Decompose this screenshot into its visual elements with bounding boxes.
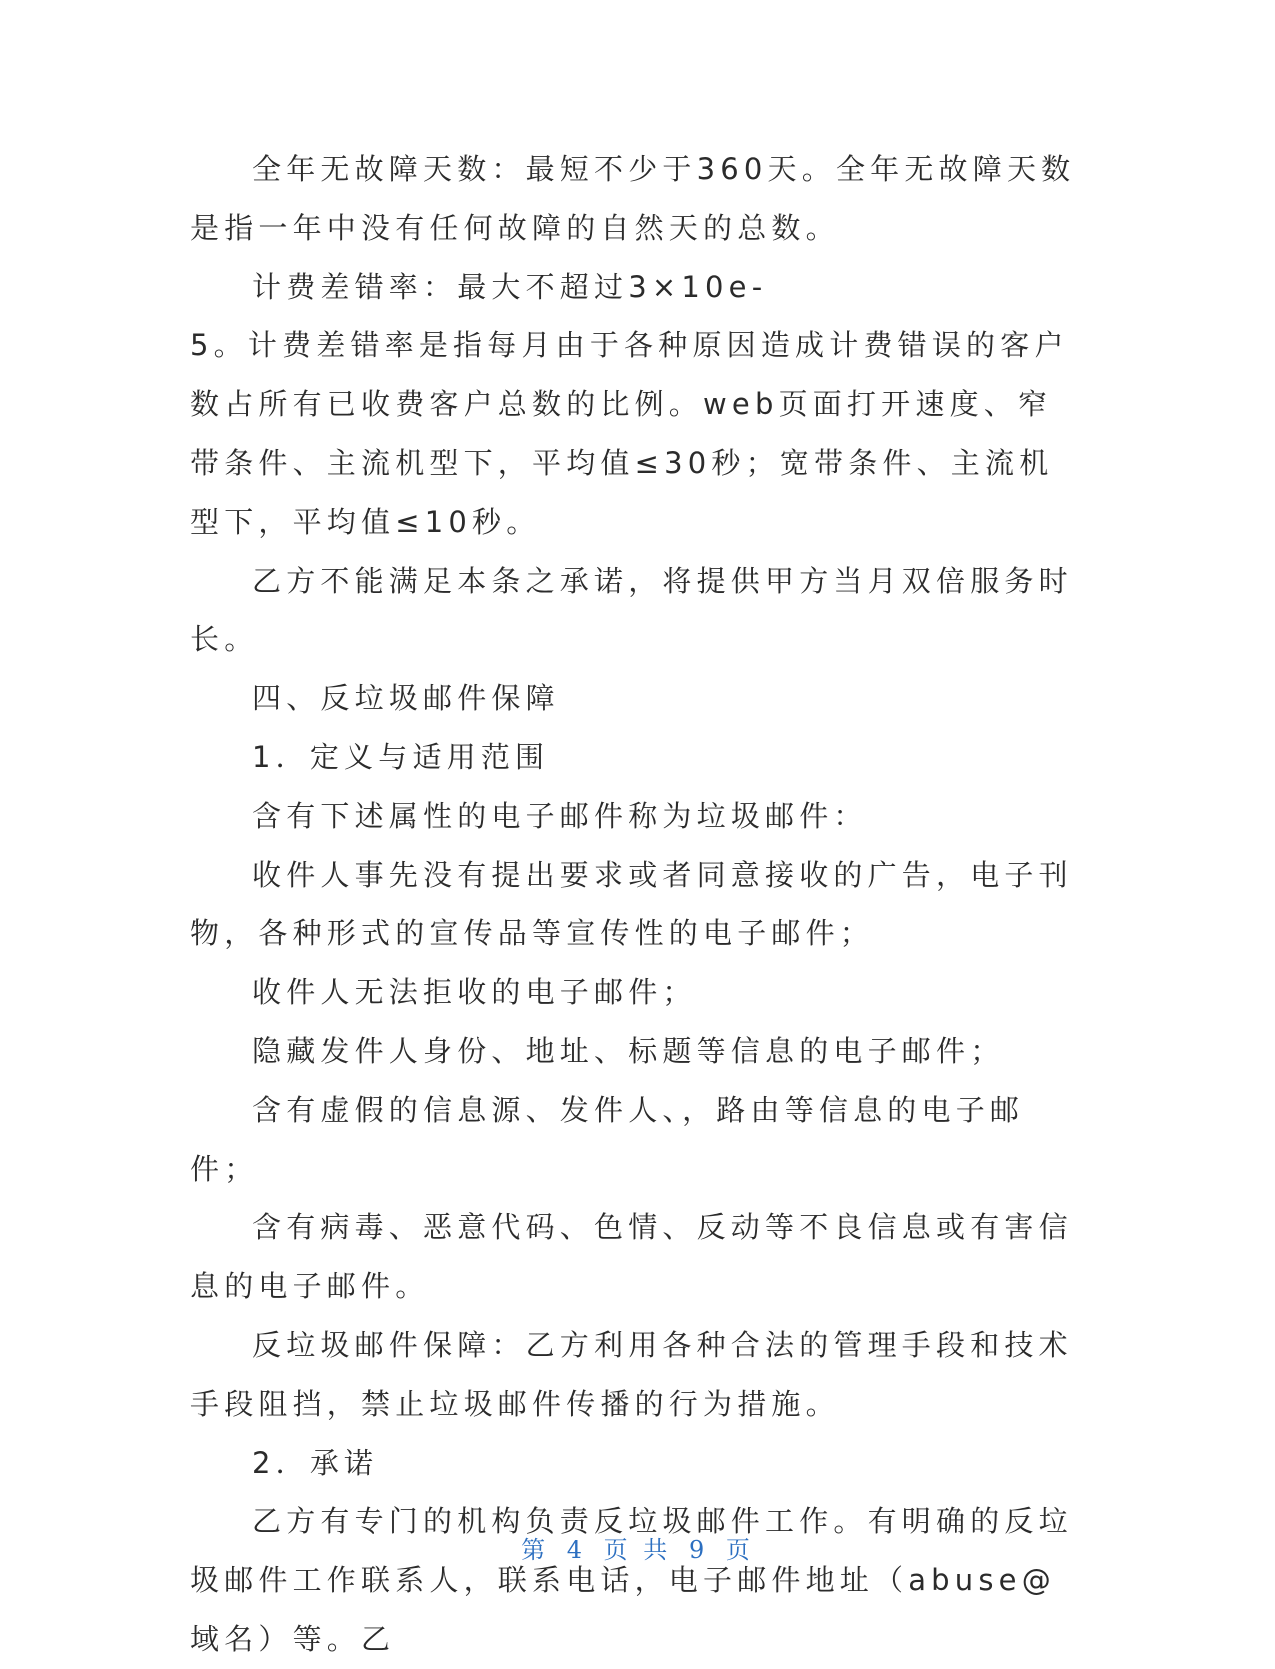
section-heading-anti-spam: 四、反垃圾邮件保障 [252, 681, 560, 716]
footer-total-pages: 9 [688, 1536, 709, 1564]
paragraph-spam-intro: 含有下述属性的电子邮件称为垃圾邮件： [252, 798, 868, 833]
paragraph-billing-definition: 5。计费差错率是指每月由于各种原因造成计费错误的客户数占所有已收费客户总数的比例。web页面打开速度、窄带条件、主流机型下，平均值≤30秒；宽带条件、主流机型下，平均值≤10秒。 [190, 328, 1069, 539]
list-item-false-source: 含有虚假的信息源、发件人、，路由等信息的电子邮件； [190, 1092, 1025, 1186]
paragraph-no-fault-days: 全年无故障天数：最短不少于360天。全年无故障天数是指一年中没有任何故障的自然天的总数。 [190, 152, 1076, 245]
list-item-harmful-content: 含有病毒、恶意代码、色情、反动等不良信息或有害信息的电子邮件。 [190, 1210, 1073, 1304]
footer-current-page: 4 [566, 1536, 587, 1564]
list-item-unsolicited-ads: 收件人事先没有提出要求或者同意接收的广告，电子刊物，各种形式的宣传品等宣传性的电子邮件； [190, 857, 1073, 951]
footer-middle: 页 共 [603, 1536, 672, 1564]
paragraph-compensation: 乙方不能满足本条之承诺，将提供甲方当月双倍服务时长。 [190, 563, 1073, 657]
list-item-cannot-refuse: 收件人无法拒收的电子邮件； [252, 975, 697, 1010]
paragraph-commitment-details: 乙方有专门的机构负责反垃圾邮件工作。有明确的反垃圾邮件工作联系人，联系电话，电子邮件地址（abuse@域名）等。乙 [190, 1504, 1073, 1656]
page-footer [0, 1530, 1275, 1565]
document-body [190, 140, 1080, 1669]
footer-prefix: 第 [521, 1536, 550, 1564]
footer-suffix: 页 [725, 1536, 754, 1564]
paragraph-billing-error-rate: 计费差错率：最大不超过3×10e- [252, 269, 768, 304]
subheading-commitment: 2．承诺 [252, 1445, 379, 1480]
subheading-definition-scope: 1．定义与适用范围 [252, 739, 550, 774]
paragraph-anti-spam-guarantee: 反垃圾邮件保障：乙方利用各种合法的管理手段和技术手段阻挡，禁止垃圾邮件传播的行为措施。 [190, 1327, 1073, 1421]
list-item-hidden-sender: 隐藏发件人身份、地址、标题等信息的电子邮件； [252, 1033, 1005, 1068]
